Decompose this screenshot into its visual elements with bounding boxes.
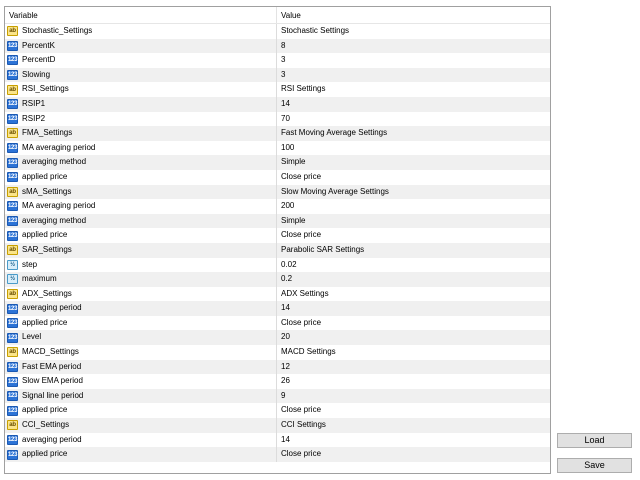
ab-icon: ab bbox=[7, 85, 18, 95]
variable-name: MA averaging period bbox=[22, 142, 96, 152]
table-row[interactable] bbox=[5, 330, 550, 345]
variable-name: ADX_Settings bbox=[22, 288, 72, 298]
integer-icon: 123 bbox=[8, 232, 18, 239]
ab-icon: ab bbox=[7, 347, 18, 357]
value-cell[interactable]: MACD Settings bbox=[281, 347, 336, 357]
integer-icon: 123 bbox=[8, 57, 18, 64]
value-cell[interactable]: 14 bbox=[281, 434, 290, 444]
column-header-variable[interactable]: Variable bbox=[5, 7, 277, 23]
variable-name: averaging period bbox=[22, 303, 82, 313]
table-row[interactable] bbox=[5, 403, 550, 418]
integer-icon: 123 bbox=[8, 72, 18, 79]
variable-cell[interactable] bbox=[5, 272, 277, 287]
table-row[interactable] bbox=[5, 258, 550, 273]
table-row[interactable] bbox=[5, 418, 550, 433]
value-cell[interactable]: 100 bbox=[281, 142, 295, 152]
value-cell[interactable]: Close price bbox=[281, 317, 322, 327]
value-cell[interactable]: RSI Settings bbox=[281, 84, 326, 94]
variable-cell[interactable] bbox=[5, 389, 277, 404]
value-cell[interactable]: 9 bbox=[281, 390, 286, 400]
variable-cell[interactable] bbox=[5, 243, 277, 258]
ab-icon: ab bbox=[7, 245, 18, 255]
variable-cell[interactable] bbox=[5, 418, 277, 433]
integer-icon: 123 bbox=[8, 363, 18, 370]
value-cell[interactable]: Parabolic SAR Settings bbox=[281, 244, 365, 254]
variable-cell[interactable] bbox=[5, 53, 277, 68]
integer-icon: 123 bbox=[8, 42, 18, 49]
value-cell[interactable]: 14 bbox=[281, 303, 290, 313]
ab-icon: ab bbox=[7, 26, 18, 36]
integer-icon: 123 bbox=[8, 305, 18, 312]
variable-name: Fast EMA period bbox=[22, 361, 82, 371]
table-row[interactable] bbox=[5, 126, 550, 141]
value-cell[interactable]: Fast Moving Average Settings bbox=[281, 128, 388, 138]
variable-name: maximum bbox=[22, 274, 57, 284]
variable-cell[interactable] bbox=[5, 258, 277, 273]
integer-icon: 123 bbox=[8, 334, 18, 341]
table-row[interactable] bbox=[5, 214, 550, 229]
variable-name: applied price bbox=[22, 171, 68, 181]
table-row[interactable] bbox=[5, 185, 550, 200]
value-cell[interactable]: Close price bbox=[281, 449, 322, 459]
table-row[interactable] bbox=[5, 433, 550, 448]
table-row[interactable] bbox=[5, 389, 550, 404]
table-row[interactable] bbox=[5, 360, 550, 375]
variable-name: Signal line period bbox=[22, 390, 84, 400]
integer-icon: 123 bbox=[8, 145, 18, 152]
variable-name: step bbox=[22, 259, 38, 269]
table-row[interactable] bbox=[5, 243, 550, 258]
table-header bbox=[5, 7, 550, 24]
variable-cell[interactable] bbox=[5, 126, 277, 141]
variable-cell[interactable] bbox=[5, 155, 277, 170]
ab-icon: ab bbox=[7, 420, 18, 430]
integer-icon: 123 bbox=[8, 407, 18, 414]
variable-name: PercentK bbox=[22, 40, 55, 50]
variable-name: averaging method bbox=[22, 215, 87, 225]
variable-cell[interactable] bbox=[5, 345, 277, 360]
variable-name: RSIP2 bbox=[22, 113, 46, 123]
variable-name: averaging method bbox=[22, 157, 87, 167]
variable-name: MACD_Settings bbox=[22, 347, 79, 357]
variable-name: applied price bbox=[22, 449, 68, 459]
variable-cell[interactable] bbox=[5, 214, 277, 229]
variable-name: SAR_Settings bbox=[22, 244, 72, 254]
value-cell[interactable]: 3 bbox=[281, 55, 286, 65]
variable-name: Slowing bbox=[22, 69, 51, 79]
table-row[interactable] bbox=[5, 374, 550, 389]
table-row[interactable] bbox=[5, 228, 550, 243]
save-button[interactable]: Save bbox=[557, 458, 632, 473]
integer-icon: 123 bbox=[8, 451, 18, 458]
integer-icon: 123 bbox=[8, 436, 18, 443]
value-cell[interactable]: ADX Settings bbox=[281, 288, 329, 298]
table-row[interactable] bbox=[5, 39, 550, 54]
integer-icon: 123 bbox=[8, 101, 18, 108]
variable-name: FMA_Settings bbox=[22, 128, 73, 138]
value-cell[interactable]: Slow Moving Average Settings bbox=[281, 186, 389, 196]
table-row[interactable] bbox=[5, 301, 550, 316]
variable-cell[interactable] bbox=[5, 97, 277, 112]
value-cell[interactable]: Simple bbox=[281, 157, 306, 167]
table-row[interactable] bbox=[5, 287, 550, 302]
ab-icon: ab bbox=[7, 128, 18, 138]
variable-cell[interactable] bbox=[5, 185, 277, 200]
variable-cell[interactable] bbox=[5, 228, 277, 243]
value-cell[interactable]: 26 bbox=[281, 376, 290, 386]
value-cell[interactable]: 0.02 bbox=[281, 259, 297, 269]
variable-name: RSI_Settings bbox=[22, 84, 69, 94]
integer-icon: 123 bbox=[8, 393, 18, 400]
variable-cell[interactable] bbox=[5, 112, 277, 127]
integer-icon: 123 bbox=[8, 203, 18, 210]
variable-name: RSIP1 bbox=[22, 98, 46, 108]
table-row[interactable] bbox=[5, 199, 550, 214]
variable-cell[interactable] bbox=[5, 287, 277, 302]
variable-name: PercentD bbox=[22, 55, 56, 65]
variable-name: Slow EMA period bbox=[22, 376, 83, 386]
value-cell[interactable]: 8 bbox=[281, 40, 286, 50]
value-cell[interactable]: Close price bbox=[281, 230, 322, 240]
table-row[interactable] bbox=[5, 53, 550, 68]
value-cell[interactable]: CCI Settings bbox=[281, 420, 326, 430]
variable-cell[interactable] bbox=[5, 374, 277, 389]
value-cell[interactable]: Simple bbox=[281, 215, 306, 225]
ab-icon: ab bbox=[7, 289, 18, 299]
integer-icon: 123 bbox=[8, 159, 18, 166]
variable-name: Stochastic_Settings bbox=[22, 26, 93, 35]
table-body bbox=[5, 24, 550, 462]
table-row[interactable] bbox=[5, 447, 550, 462]
integer-icon: 123 bbox=[8, 115, 18, 122]
variable-cell[interactable] bbox=[5, 170, 277, 185]
variable-cell[interactable] bbox=[5, 141, 277, 156]
value-cell[interactable]: 0.2 bbox=[281, 274, 293, 284]
variable-cell[interactable] bbox=[5, 24, 277, 39]
integer-icon: 123 bbox=[8, 378, 18, 385]
variable-cell[interactable] bbox=[5, 433, 277, 448]
double-icon: ½ bbox=[7, 274, 18, 284]
value-cell[interactable]: 14 bbox=[281, 98, 290, 108]
value-cell[interactable]: 200 bbox=[281, 201, 295, 211]
value-cell[interactable]: Close price bbox=[281, 171, 322, 181]
variable-cell[interactable] bbox=[5, 330, 277, 345]
variable-name: applied price bbox=[22, 405, 68, 415]
variable-cell[interactable] bbox=[5, 316, 277, 331]
table-row[interactable] bbox=[5, 170, 550, 185]
table-row[interactable] bbox=[5, 82, 550, 97]
variable-name: Level bbox=[22, 332, 42, 342]
variable-cell[interactable] bbox=[5, 360, 277, 375]
variable-cell[interactable] bbox=[5, 447, 277, 462]
table-row[interactable] bbox=[5, 155, 550, 170]
variable-cell[interactable] bbox=[5, 82, 277, 97]
value-cell[interactable]: Stochastic Settings bbox=[281, 26, 350, 35]
variable-name: applied price bbox=[22, 317, 68, 327]
table-row[interactable] bbox=[5, 141, 550, 156]
table-row[interactable] bbox=[5, 24, 550, 39]
variable-cell[interactable] bbox=[5, 403, 277, 418]
parameters-table bbox=[4, 6, 551, 474]
value-cell[interactable]: 3 bbox=[281, 69, 286, 79]
table-row[interactable] bbox=[5, 316, 550, 331]
value-cell[interactable]: 70 bbox=[281, 113, 290, 123]
load-button[interactable]: Load bbox=[557, 433, 632, 448]
column-header-value[interactable]: Value bbox=[281, 11, 301, 20]
table-row[interactable] bbox=[5, 272, 550, 287]
table-row[interactable] bbox=[5, 97, 550, 112]
table-row[interactable] bbox=[5, 112, 550, 127]
table-row[interactable] bbox=[5, 345, 550, 360]
integer-icon: 123 bbox=[8, 218, 18, 225]
variable-name: MA averaging period bbox=[22, 201, 96, 211]
variable-name: CCI_Settings bbox=[22, 420, 70, 430]
variable-cell[interactable] bbox=[5, 68, 277, 83]
variable-cell[interactable] bbox=[5, 39, 277, 54]
value-cell[interactable]: Close price bbox=[281, 405, 322, 415]
variable-name: sMA_Settings bbox=[22, 186, 72, 196]
value-cell[interactable]: 20 bbox=[281, 332, 290, 342]
variable-cell[interactable] bbox=[5, 301, 277, 316]
integer-icon: 123 bbox=[8, 174, 18, 181]
variable-name: averaging period bbox=[22, 434, 82, 444]
variable-cell[interactable] bbox=[5, 199, 277, 214]
integer-icon: 123 bbox=[8, 320, 18, 327]
value-cell[interactable]: 12 bbox=[281, 361, 290, 371]
table-row[interactable] bbox=[5, 68, 550, 83]
ab-icon: ab bbox=[7, 187, 18, 197]
variable-name: applied price bbox=[22, 230, 68, 240]
double-icon: ½ bbox=[7, 260, 18, 270]
